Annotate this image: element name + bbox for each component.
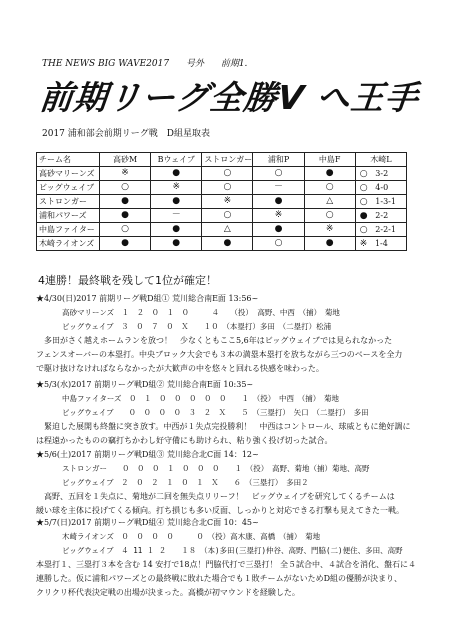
result-cell: ※ [151,181,202,195]
issue-label: 号外 [185,59,204,69]
score-line: 中島ファイターズ ０ １ ０ ０ ０ ０ ０ １ （投） 中西 （捕） 菊地 [62,394,339,403]
game-note: 緩い球を主体に投げてくる傾向。打ち損じも多い反面、しっかりと対応できる打撃も見えてきた一戦。 [36,506,404,515]
table-row [37,195,407,209]
game-note: 本塁打１、三塁打３本を含む 14 安打で18点！門脇代打で三塁打！ 全５試合中、４試合を消化、盤石に４ [36,560,416,569]
result-cell: ※ [202,195,253,209]
table-row [37,209,407,223]
record-value: 2-2-1 [375,224,396,234]
result-cell: ○ [253,167,304,181]
standings-table [36,152,407,251]
result-mark: ○ [359,224,368,235]
record-value: 2-2 [375,210,389,220]
game-title: ★5/3(水)2017 前期リーグ戦D組② 荒川総合南E面 10:35~ [36,380,254,389]
result-cell: ● [304,167,355,181]
result-cell: ● [100,195,151,209]
result-cell: ● [151,167,202,181]
edition-label: 前期1. [220,59,248,69]
score-line: 高砂マリーンズ １ ２ ０ １ ０ ４ （投） 高野、中西 （捕） 菊地 [62,308,340,317]
result-cell: ● [100,209,151,223]
record-value: 3-2 [375,168,389,178]
game-note: 多田がさく越えホームランを放つ！ 少なくともここ5,6年はビッグウェイブでは見られなかった [44,336,393,345]
result-cell: ○ [304,209,355,223]
record-value: 1-3-1 [375,196,396,206]
last-cell [355,167,406,181]
result-cell: － [253,181,304,195]
team-name: ストロンガー [37,195,100,209]
record-value: 1-4 [374,238,388,248]
result-mark: ○ [359,168,368,179]
result-cell: ※ [253,209,304,223]
game-note: は程遠かったものの竊打ちかわし好守備にも助けられ、粘り強く投げ切った試合。 [36,436,333,445]
score-line: 木崎ライオンズ ０ ０ ０ ０ ０ （投）高木康、高橋 （捕） 菊地 [62,532,321,541]
column-header: 浦和P [253,153,304,167]
score-line: ビッグウェイブ ４ 11 １ ２ １８ （本)多田(三塁打)仲谷、高野、門脇(二)便住、多田、高野 [62,546,403,555]
game-note: 高野、五回を１失点に、菊地が二回を無失点リリーフ！ ビッグウェイブを研究してくるチームは [44,492,395,501]
last-cell [355,181,406,195]
game-report-3 [36,448,420,518]
headline: 前期リーグ全勝V へ王手 [37,78,421,117]
game-title: ★4/30(日)2017 前期リーグ戦D組① 荒川総合南E面 13:56~ [36,294,259,303]
game-report-2 [36,378,420,448]
last-cell [355,195,406,209]
column-header: 木崎L [355,153,406,167]
result-cell: － [151,209,202,223]
game-title: ★5/6(土)2017 前期リーグ戦D組③ 荒川総合北C面 14：12~ [36,450,259,459]
corner-cell: チーム名 [37,153,100,167]
game-note: 連勝した。仮に浦和パワーズとの最終戦に敗れた場合でも１敗チームがないためD組の優勝が決まり、 [36,574,403,583]
table-row [37,237,407,251]
result-cell: △ [202,223,253,237]
team-name: ビッグウェイブ [37,181,100,195]
column-header: 高砂M [100,153,151,167]
table-header-row [37,153,407,167]
result-cell: ○ [100,223,151,237]
score-line: ビッグウェイブ ３ ０ ７ ０ Ｘ １０ （本塁打）多田 （二塁打）松浦 [62,322,332,331]
result-mark: ○ [359,182,368,193]
result-cell: ● [100,237,151,251]
result-cell: ○ [304,181,355,195]
column-header: 中島F [304,153,355,167]
game-note: フェンスオーバーの本塁打。中央ブロック大会でも３本の満塁本塁打を放ちながら三つのベースを全力 [36,350,403,359]
team-name: 高砂マリーンズ [37,167,100,181]
table-row [37,167,407,181]
result-mark: ※ [359,238,368,249]
result-cell: ※ [304,223,355,237]
team-name: 中島ファイター [37,223,100,237]
result-cell: ● [253,195,304,209]
result-cell: ○ [202,181,253,195]
game-title: ★5/7(日)2017 前期リーグ戦D組④ 荒川総合北C面 10：45~ [36,518,259,527]
result-cell: ○ [253,237,304,251]
callout-headline: 4連勝！最終戦を残して1位が確定！ [38,274,217,287]
paper-name: THE NEWS BIG WAVE2017 [42,59,170,69]
result-cell: ● [151,223,202,237]
last-cell [355,209,406,223]
result-cell: ○ [202,167,253,181]
game-report-1 [36,292,420,376]
result-cell: ● [202,237,253,251]
game-note: 緊迫した展開も終盤に突き放す。中西が１失点完投勝利！ 中西はコントロール、球威ともに絶好調に [44,422,411,431]
last-cell [355,237,406,251]
record-value: 4-0 [375,182,389,192]
result-cell: △ [304,195,355,209]
column-header: ストロンガー [202,153,253,167]
table-row [37,223,407,237]
game-note: クリクリ杯代表決定戦の出場が決まった。高橋が初マウンドを経験した。 [36,588,300,597]
table-title: 2017 浦和部会前期リーグ戦 D組星取表 [42,129,210,139]
last-cell [355,223,406,237]
result-cell: ● [151,237,202,251]
result-cell: ○ [100,181,151,195]
score-line: ビッグウェイブ ０ ０ ０ ０ ３ ２ Ｘ ５ （三塁打） 矢口 （二塁打） 多田 [62,408,369,417]
result-cell: ● [253,223,304,237]
score-line: ストロンガー ０ ０ ０ １ ０ ０ ０ １ （投） 高野、菊地（捕）菊地、高野 [62,464,370,473]
team-name: 浦和パワーズ [37,209,100,223]
result-cell: ● [304,237,355,251]
result-mark: ● [359,210,368,221]
score-line: ビッグウェイブ ２ ０ ２ １ ０ １ Ｘ ６ （三塁打） 多田２ [62,478,309,487]
masthead [42,56,261,69]
game-report-4 [36,516,420,600]
team-name: 木崎ライオンズ [37,237,100,251]
result-cell: ※ [100,167,151,181]
result-cell: ○ [202,209,253,223]
column-header: Bウェイブ [151,153,202,167]
game-note: で駆け抜けなければならなかったが大歓声の中を悠々と回れる快感を味わった。 [36,364,324,373]
result-mark: ○ [359,196,368,207]
result-cell: ● [151,195,202,209]
table-row [37,181,407,195]
